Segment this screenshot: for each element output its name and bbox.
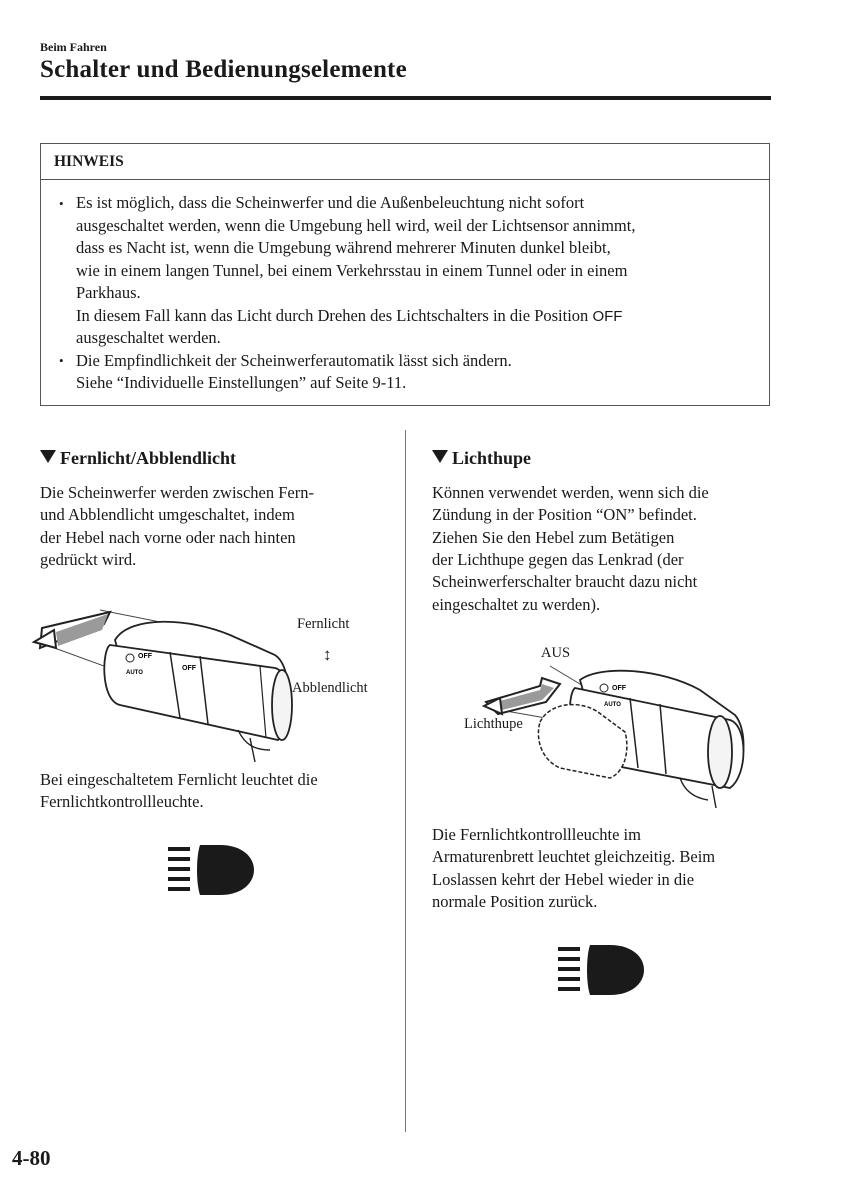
label-lichthupe: Lichthupe bbox=[464, 716, 523, 732]
note-header bbox=[41, 144, 769, 180]
note-line: Die Empfindlichkeit der Scheinwerferautomatik lässt sich ändern. bbox=[76, 350, 512, 370]
label-aus: AUS bbox=[541, 645, 571, 661]
off-label: OFF bbox=[592, 307, 623, 325]
triangle-down-icon bbox=[432, 450, 448, 463]
high-beam-indicator-icon bbox=[166, 843, 256, 899]
section-label: Beim Fahren bbox=[40, 40, 107, 54]
bullet-2: • bbox=[59, 353, 64, 368]
paragraph-line: Bei eingeschaltetem Fernlicht leuchtet die bbox=[40, 770, 318, 789]
heading-fernlicht bbox=[40, 448, 236, 469]
high-beam-indicator-icon bbox=[556, 943, 646, 999]
paragraph-line: gedrückt wird. bbox=[40, 549, 137, 569]
lever-auto-text: AUTO bbox=[126, 670, 143, 676]
lever-illustration-lichthupe bbox=[480, 660, 750, 812]
paragraph-line: eingeschaltet zu werden). bbox=[432, 594, 601, 614]
paragraph-line: Fernlichtkontrollleuchte. bbox=[40, 792, 204, 812]
lever-off-text: OFF bbox=[612, 685, 626, 692]
lever-off-text-2: OFF bbox=[182, 665, 196, 672]
note-box bbox=[40, 143, 770, 406]
note-heading: HINWEIS bbox=[54, 153, 124, 170]
paragraph-line: der Lichthupe gegen das Lenkrad (der bbox=[432, 549, 684, 569]
note-line: dass es Nacht ist, wenn die Umgebung während mehrerer Minuten dunkel bleibt, bbox=[76, 238, 611, 257]
lever-off-text: OFF bbox=[138, 653, 152, 660]
bullet-1: • bbox=[59, 196, 64, 211]
paragraph-line: Zündung in der Position “ON” befindet. bbox=[432, 505, 697, 525]
paragraph-line: Die Fernlichtkontrollleuchte im bbox=[432, 825, 641, 844]
paragraph-line: normale Position zurück. bbox=[432, 891, 598, 911]
note-text: In diesem Fall kann das Licht durch Drehen des Lichtschalters in die Position bbox=[76, 305, 589, 325]
note-line bbox=[76, 305, 622, 329]
page-number: 4-80 bbox=[12, 1146, 51, 1170]
paragraph-line: und Abblendlicht umgeschaltet, indem bbox=[40, 505, 295, 525]
note-line: Siehe “Individuelle Einstellungen” auf Seite 9-11. bbox=[76, 373, 407, 392]
note-line: wie in einem langen Tunnel, bei einem Verkehrsstau in einem Tunnel oder in einem bbox=[76, 260, 628, 280]
title-rule bbox=[40, 96, 771, 100]
page-title: Schalter und Bedienungselemente bbox=[40, 56, 407, 83]
note-line: Es ist möglich, dass die Scheinwerfer und die Außenbeleuchtung nicht sofort bbox=[76, 193, 585, 212]
paragraph-line: Loslassen kehrt der Hebel wieder in die bbox=[432, 869, 695, 889]
label-fernlicht: Fernlicht bbox=[297, 616, 350, 632]
note-line: Parkhaus. bbox=[76, 283, 141, 302]
lever-auto-text: AUTO bbox=[604, 702, 621, 708]
column-divider bbox=[405, 430, 406, 1132]
paragraph-line: Armaturenbrett leuchtet gleichzeitig. Beim bbox=[432, 847, 716, 867]
note-line: ausgeschaltet werden. bbox=[76, 328, 221, 347]
paragraph-line: Können verwendet werden, wenn sich die bbox=[432, 483, 709, 502]
heading-text: Lichthupe bbox=[452, 448, 532, 468]
triangle-down-icon bbox=[40, 450, 56, 463]
label-abblendlicht: Abblendlicht bbox=[292, 680, 368, 696]
paragraph-line: der Hebel nach vorne oder nach hinten bbox=[40, 527, 296, 547]
paragraph-line: Scheinwerferschalter braucht dazu nicht bbox=[432, 572, 698, 592]
heading-lichthupe bbox=[432, 448, 531, 469]
up-down-arrow-icon: ↕ bbox=[323, 645, 332, 664]
note-line: ausgeschaltet werden, wenn die Umgebung hell wird, weil der Lichtsensor annimmt, bbox=[76, 215, 636, 235]
heading-text: Fernlicht/Abblendlicht bbox=[60, 448, 237, 468]
paragraph-line: Ziehen Sie den Hebel zum Betätigen bbox=[432, 527, 675, 547]
lever-illustration-fernlicht bbox=[30, 600, 300, 765]
paragraph-line: Die Scheinwerfer werden zwischen Fern- bbox=[40, 483, 314, 502]
